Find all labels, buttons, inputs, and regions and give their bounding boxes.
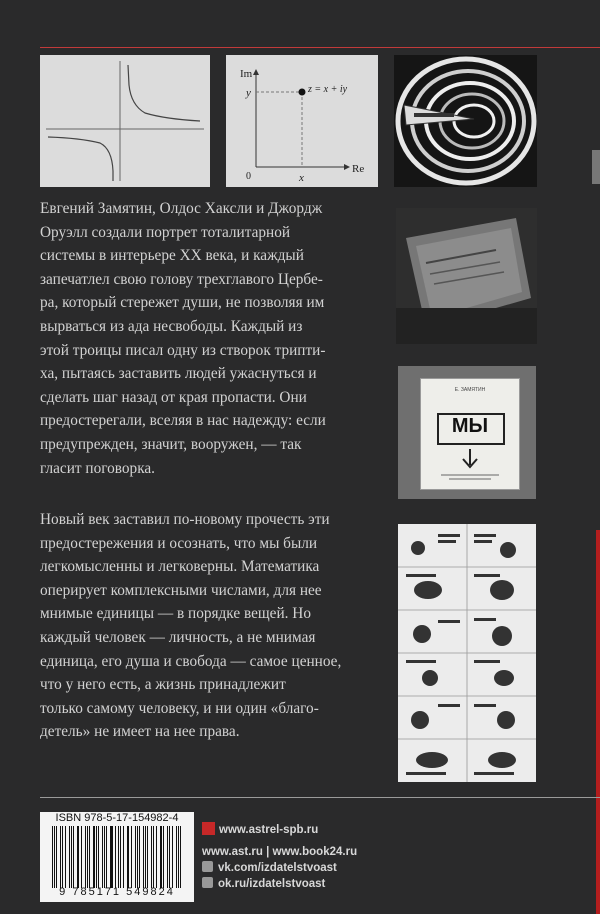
origin-label: 0 <box>246 171 251 182</box>
hyperbola-graph <box>40 55 210 187</box>
barcode-bar <box>69 826 70 888</box>
barcode-bar <box>98 826 99 888</box>
barcode-bar <box>93 826 94 888</box>
point-label: z = x + iy <box>308 84 348 95</box>
comic-poster <box>398 524 536 782</box>
vk-icon <box>202 861 213 872</box>
paragraph-1 <box>40 197 386 480</box>
barcode-bars <box>52 826 184 888</box>
plaque-svg <box>396 208 537 344</box>
p1-line: этой троицы писал одну из створок трипти- <box>40 341 326 359</box>
memorial-plaque-photo <box>396 208 537 344</box>
vk-text: vk.com/izdatelstvoast <box>218 862 337 874</box>
p2-line: легкомысленны и легковерны. Математика <box>40 558 320 576</box>
p1-line: Евгений Замятин, Олдос Хаксли и Джордж <box>40 200 323 217</box>
p1-line: вырваться из ада несвободы. Каждый из <box>40 317 303 335</box>
isbn-barcode <box>40 812 194 902</box>
p2-line: предостережения и осознать, что мы были <box>40 534 318 552</box>
spine-red-bar <box>596 530 600 914</box>
p2-line: Новый век заставил по-новому прочесть эти <box>40 511 330 528</box>
barcode-bar <box>156 826 157 888</box>
barcode-bar <box>81 826 82 888</box>
site1-text: www.astrel-spb.ru <box>219 824 319 836</box>
p1-line: запечатлел свою голову трехглавого Цербе- <box>40 270 323 288</box>
re-label: Re <box>352 163 365 175</box>
hyperbola-branch-lower <box>48 137 113 181</box>
p1-line: ра, который стережет души, не позволяя им <box>40 294 325 312</box>
vortex-image <box>394 55 537 187</box>
vortex-svg <box>394 55 537 187</box>
complex-plane-svg <box>226 55 378 187</box>
barcode-bar <box>169 826 170 888</box>
p2-line: мнимые единицы — в порядке вещей. Но <box>40 605 311 623</box>
barcode-bar <box>151 826 152 888</box>
p1-line: гласит поговорка. <box>40 459 156 477</box>
barcode-bar <box>65 826 66 888</box>
book-cover-my <box>420 378 520 490</box>
ok-link[interactable] <box>202 876 357 892</box>
p2-line: каждый человек — личность, а не мнимая <box>40 628 316 646</box>
p1-line: ха, пытаясь заставить людей ужаснуться и <box>40 365 317 383</box>
complex-plane-diagram <box>226 55 378 187</box>
barcode-bar <box>123 826 124 888</box>
hyperbola-branch-upper <box>128 65 200 121</box>
p2-line: единица, его душа и свобода — самое ценное, <box>40 652 342 670</box>
ok-text: ok.ru/izdatelstvoast <box>218 878 326 890</box>
isbn-text: ISBN 978-5-17-154982-4 <box>55 812 179 824</box>
p1-line: сделать шаг назад от края пропасти. Они <box>40 388 307 406</box>
barcode-bar <box>52 826 53 888</box>
y-label: y <box>246 87 251 99</box>
publisher-logo-icon <box>202 822 215 835</box>
barcode-bar <box>180 826 181 888</box>
p2-line: оперирует комплексными числами, для нее <box>40 581 322 599</box>
p1-line: системы в интерьере XX века, и каждый <box>40 247 304 265</box>
publisher-links <box>202 822 357 892</box>
paragraph-2 <box>40 508 386 744</box>
barcode-bar <box>78 826 79 888</box>
barcode-bar <box>89 826 90 888</box>
ok-icon <box>202 877 213 888</box>
isbn-digits: 9 785171 549824 <box>59 886 175 898</box>
complex-point <box>299 89 306 96</box>
barcode-bar <box>172 826 173 888</box>
im-label: Im <box>240 68 253 80</box>
barcode-bar <box>111 826 112 888</box>
barcode-bar <box>163 826 164 888</box>
comic-poster-svg <box>398 524 536 782</box>
p1-line: Оруэлл создали портрет тоталитарной <box>40 223 291 241</box>
x-label: x <box>299 172 304 184</box>
p2-line: детель» не имеет на нее права. <box>40 723 240 741</box>
site-link-1[interactable] <box>202 822 357 838</box>
p2-line: только самому человеку, и ни один «благо- <box>40 699 319 717</box>
hyperbola-svg <box>40 55 210 187</box>
barcode-bar <box>60 826 61 888</box>
p1-line: предостерегали, вселяя в нас надежду: если <box>40 412 326 430</box>
book-title: МЫ <box>451 415 489 437</box>
bottom-divider <box>40 797 600 798</box>
barcode-bar <box>135 826 136 888</box>
top-divider <box>40 47 600 48</box>
vk-link[interactable] <box>202 860 357 876</box>
p1-line: предупрежден, значит, вооружен, — так <box>40 435 302 453</box>
barcode-bar <box>143 826 144 888</box>
p2-line: что у него есть, а жизнь принадлежит <box>40 676 286 694</box>
im-axis-arrow <box>253 69 259 75</box>
re-axis-arrow <box>344 164 350 170</box>
edge-accent <box>592 150 600 184</box>
book-author: Е. ЗАМЯТИН <box>454 387 486 393</box>
barcode-bar <box>106 826 107 888</box>
book-arrow <box>421 445 519 485</box>
site-link-2[interactable] <box>202 844 357 860</box>
site2-text: www.ast.ru | www.book24.ru <box>202 846 358 858</box>
barcode-bar <box>131 826 132 888</box>
barcode-bar <box>120 826 121 888</box>
